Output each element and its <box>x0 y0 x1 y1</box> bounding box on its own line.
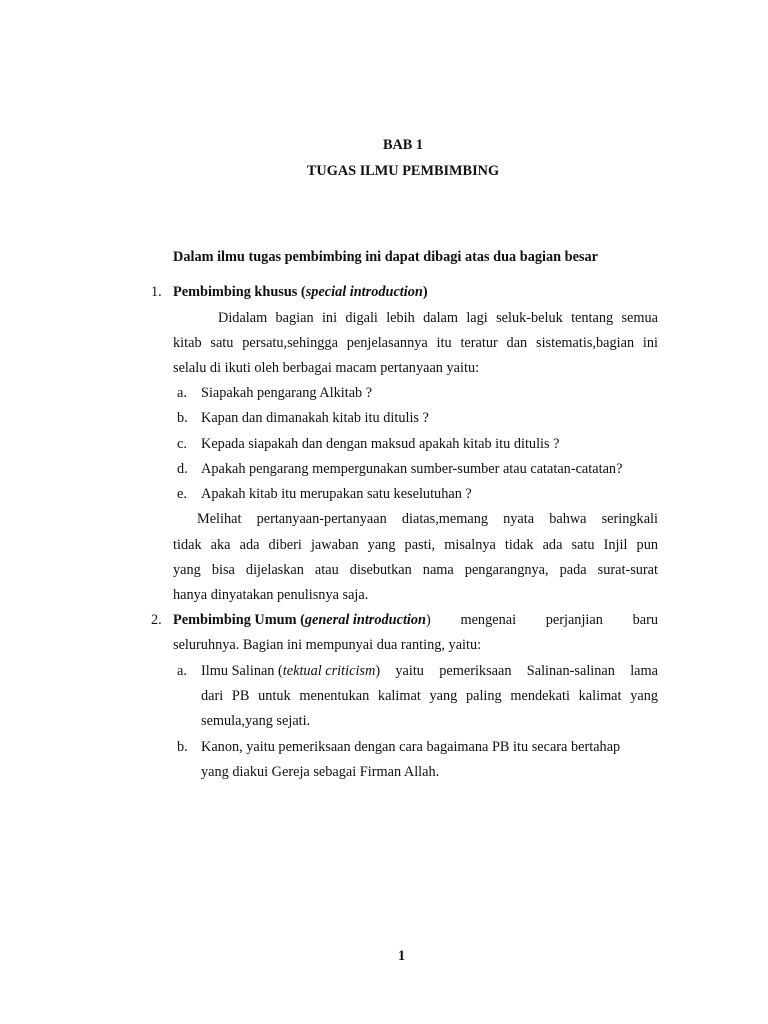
section1-title-text: Pembimbing khusus ( <box>173 284 306 300</box>
list-item: Kepada siapakah dan dengan maksud apakah kitab itu ditulis ? <box>201 436 560 452</box>
list-letter: b. <box>177 410 188 426</box>
section1-para2-line: tidak aka ada diberi jawaban yang pasti, misalnya tidak ada satu Injil pun <box>173 537 658 553</box>
list-letter: e. <box>177 486 187 502</box>
list-item: Apakah pengarang mempergunakan sumber-sumber atau catatan-catatan? <box>201 461 623 477</box>
section2-item-a-line <box>201 663 658 680</box>
list-item: Kapan dan dimanakah kitab itu ditulis ? <box>201 410 429 426</box>
section2-item-a-line: dari PB untuk menentukan kalimat yang paling mendekati kalimat yang <box>201 688 658 704</box>
section1-title <box>173 284 428 301</box>
section2-title-bold: Pembimbing Umum ( <box>173 612 305 628</box>
section1-para2-line: hanya dinyatakan penulisnya saja. <box>173 587 369 603</box>
list-letter: d. <box>177 461 188 477</box>
section2-title-text <box>173 612 426 629</box>
chapter-title: TUGAS ILMU PEMBIMBING <box>306 163 500 179</box>
list-item: Apakah kitab itu merupakan satu keselutuhan ? <box>201 486 472 502</box>
section2-item-b-line: yang diakui Gereja sebagai Firman Allah. <box>201 764 440 780</box>
section2-line2: seluruhnya. Bagian ini mempunyai dua ranting, yaitu: <box>173 637 482 653</box>
section1-para-line: kitab satu persatu,sehingga penjelasannya itu teratur dan sistematis,bagian ini <box>173 335 658 351</box>
section2-item-a-italic: tektual criticism <box>282 663 376 679</box>
list-letter: a. <box>177 385 187 401</box>
section2-number: 2. <box>151 612 162 628</box>
section1-title-italic: special introduction <box>305 284 423 300</box>
section1-para-line: Didalam bagian ini digali lebih dalam lagi seluk-beluk tentang semua <box>218 310 658 326</box>
section2-title <box>173 612 658 629</box>
section2-title-italic: general introduction <box>304 612 427 628</box>
chapter-number: BAB 1 <box>382 137 424 153</box>
section2-item-a-line: semula,yang sejati. <box>201 713 311 729</box>
section1-number: 1. <box>151 284 162 300</box>
list-item: Siapakah pengarang Alkitab ? <box>201 385 373 401</box>
list-letter: c. <box>177 436 187 452</box>
list-letter: a. <box>177 663 187 679</box>
intro-heading: Dalam ilmu tugas pembimbing ini dapat dibagi atas dua bagian besar <box>173 249 599 265</box>
page-number: 1 <box>398 948 406 964</box>
section2-item-a-pre: Ilmu Salinan ( <box>201 663 283 679</box>
section1-para2-line: yang bisa dijelaskan atau disebutkan nama pengarangnya, pada surat-surat <box>173 562 658 578</box>
section1-title-close: ) <box>422 284 428 300</box>
section2-item-b-line: Kanon, yaitu pemeriksaan dengan cara bagaimana PB itu secara bertahap <box>201 739 621 755</box>
section1-para-line: selalu di ikuti oleh berbagai macam pertanyaan yaitu: <box>173 360 480 376</box>
section1-para2-line: Melihat pertanyaan-pertanyaan diatas,memang nyata bahwa seringkali <box>197 511 658 527</box>
list-letter: b. <box>177 739 188 755</box>
section2-item-a-post: ) yaitu pemeriksaan Salinan-salinan lama <box>375 663 658 679</box>
section2-title-rest: ) mengenai perjanjian baru <box>426 612 658 628</box>
